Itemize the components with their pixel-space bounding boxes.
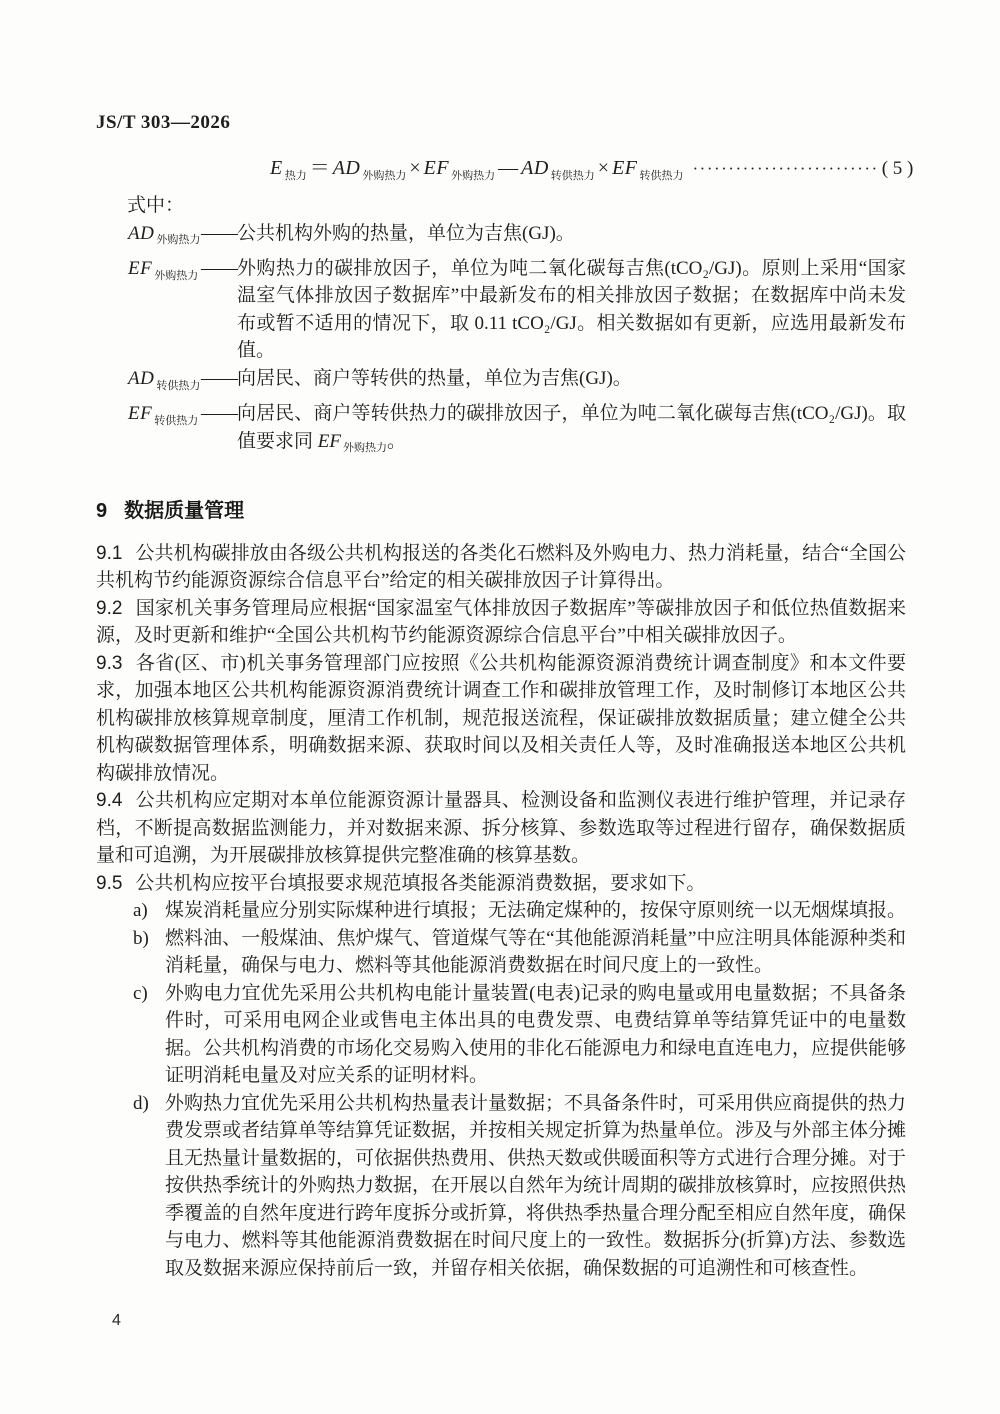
times-sign: × bbox=[409, 157, 421, 179]
list-label: a) bbox=[133, 900, 148, 922]
definition-item bbox=[128, 365, 906, 400]
symbol-definitions bbox=[96, 220, 906, 463]
clause-number: 9.3 bbox=[96, 652, 123, 674]
list-item-b bbox=[96, 925, 906, 980]
em-dash: —— bbox=[201, 403, 237, 425]
formula-term-2: EF $_{外购热力}$ bbox=[423, 157, 496, 182]
definition-item bbox=[128, 220, 906, 255]
formula-term-1: AD $_{外购热力}$ bbox=[332, 157, 407, 182]
list-label: b) bbox=[133, 927, 149, 949]
list-label: c) bbox=[133, 982, 148, 1004]
clause-text: 公共机构应定期对本单位能源资源计量器具、检测设备和监测仪表进行维护管理，并记录存档，不断提高数据监测能力，并对数据来源、拆分核算、参数选取等过程进行留存，确保数据质量和可追溯，为开展碳排放核算提供完整准确的核算基数。 bbox=[96, 790, 906, 867]
paragraph-9-5 bbox=[96, 870, 906, 898]
minus-sign: — bbox=[498, 157, 519, 179]
page-content bbox=[96, 112, 914, 1282]
em-dash: —— bbox=[201, 367, 237, 389]
section-9-heading bbox=[96, 494, 906, 523]
lettered-list bbox=[96, 897, 906, 1282]
list-text: 煤炭消耗量应分别实际煤种进行填报；无法确定煤种的，按保守原则统一以无烟煤填报。 bbox=[165, 900, 907, 922]
definition-item bbox=[128, 400, 906, 463]
list-text: 外购电力宜优先采用公共机构电能计量装置(电表)记录的购电量或用电量数据；不具备条件时，可采用电网企业或售电主体出具的电费发票、电费结算单等结算凭证中的电量数据。公共机构消费的市场化交易购入使用的非化石能源电力和绿电直连电力，应提供能够证明消耗电量及对应关系的证明材料。 bbox=[165, 982, 907, 1087]
doc-code-header: JS/T 303—2026 bbox=[96, 112, 231, 133]
em-dash: —— bbox=[201, 257, 237, 279]
list-item-c bbox=[96, 980, 906, 1090]
list-item-a bbox=[96, 897, 906, 925]
list-text: 外购热力宜优先采用公共机构热量表计量数据；不具备条件时，可采用供应商提供的热力费发票或者结算单等结算凭证数据，并按相关规定折算为热量单位。涉及与外部主体分摊且无热量计量数据的，可依据供热费用、供热天数或供暖面积等方式进行合理分摊。对于按供热季统计的外购热力数据，在开展以自然年为统计周期的碳排放核算时，应按照供热季覆盖的自然年度进行跨年度拆分或折算，将供热季热量合理分配至相应自然年度，确保与电力、燃料等其他能源消费数据在时间尺度上的一致性。数据拆分(折算)方法、参数选取及数据来源应保持前后一致，并留存相关依据，确保数据的可追溯性和可核查性。 bbox=[165, 1092, 907, 1279]
em-dash: —— bbox=[201, 222, 237, 244]
list-text: 燃料油、一般煤油、焦炉煤气、管道煤气等在“其他能源消耗量”中应注明具体能源种类和消耗量，确保与电力、燃料等其他能源消费数据在时间尺度上的一致性。 bbox=[165, 927, 906, 977]
times-sign: × bbox=[597, 157, 610, 179]
clause-number: 9.1 bbox=[96, 542, 123, 564]
definition-item bbox=[128, 255, 906, 365]
paragraph-9-1 bbox=[96, 540, 906, 595]
clause-text: 公共机构碳排放由各级公共机构报送的各类化石燃料及外购电力、热力消耗量，结合“全国公共机构节约能源资源综合信息平台”给定的相关碳排放因子计算得出。 bbox=[96, 542, 906, 592]
formula-lhs-sub: 热力 bbox=[284, 170, 307, 182]
clause-text: 国家机关事务管理局应根据“国家温室气体排放因子数据库”等碳排放因子和低位热值数据来源，及时更新和维护“全国公共机构节约能源资源综合信息平台”中相关碳排放因子。 bbox=[96, 597, 906, 647]
definition-text: 外购热力的碳排放因子，单位为吨二氧化碳每吉焦(tCO₂/GJ)。原则上采用“国家温室气体排放因子数据库”中最新发布的相关排放因子数据；在数据库中尚未发布或暂不适用的情况下，取 0.11 tCO₂/GJ。相关数据如有更新，应选用最新发布值。 bbox=[237, 257, 906, 362]
paragraph-9-3 bbox=[96, 650, 906, 788]
formula-term-3: AD $_{转供热力}$ bbox=[521, 157, 595, 182]
dot-leader: ·························· bbox=[692, 159, 879, 178]
formula-term-4: EF $_{转供热力}$ bbox=[612, 157, 684, 182]
list-label: d) bbox=[133, 1092, 149, 1114]
paragraph-9-2 bbox=[96, 595, 906, 650]
formula-5 bbox=[96, 151, 914, 183]
formula-lhs bbox=[270, 157, 307, 183]
definition-text: 向居民、商户等转供热力的碳排放因子，单位为吨二氧化碳每吉焦(tCO₂/GJ)。取值要求同 EF $_{外购热力}$。 bbox=[237, 403, 906, 455]
definition-text: 向居民、商户等转供的热量，单位为吉焦(GJ)。 bbox=[237, 367, 632, 389]
equals-sign: ＝ bbox=[309, 157, 330, 179]
where-label: 式中： bbox=[127, 195, 185, 216]
equation-number: ( 5 ) bbox=[881, 158, 914, 179]
definition-term: AD $_{转供热力}$ —— bbox=[128, 365, 237, 400]
page-number: 4 bbox=[112, 1312, 121, 1329]
definition-text: 公共机构外购的热量，单位为吉焦(GJ)。 bbox=[237, 222, 575, 244]
formula-lhs-base: E bbox=[270, 157, 283, 179]
clause-number: 9.5 bbox=[96, 872, 123, 894]
section-number: 9 bbox=[96, 499, 108, 522]
definition-term: EF $_{转供热力}$ —— bbox=[128, 400, 237, 463]
clause-text: 各省(区、市)机关事务管理部门应按照《公共机构能源资源消费统计调查制度》和本文件要求，加强本地区公共机构能源资源消费统计调查工作和碳排放管理工作，及时制修订本地区公共机构碳排放核算规章制度，厘清工作机制，规范报送流程，保证碳排放数据质量；建立健全公共机构碳数据管理体系，明确数据来源、获取时间以及相关责任人等，及时准确报送本地区公共机构碳排放情况。 bbox=[96, 652, 906, 784]
clause-number: 9.4 bbox=[96, 790, 123, 812]
paragraph-9-4 bbox=[96, 787, 906, 870]
section-title: 数据质量管理 bbox=[124, 499, 245, 522]
definition-term: AD $_{外购热力}$ —— bbox=[128, 220, 237, 255]
inline-symbol: EF $_{外购热力}$ bbox=[317, 430, 387, 455]
clause-number: 9.2 bbox=[96, 597, 123, 619]
list-item-d bbox=[96, 1090, 906, 1283]
clause-text: 公共机构应按平台填报要求规范填报各类能源消费数据，要求如下。 bbox=[135, 872, 706, 894]
definition-term: EF $_{外购热力}$ —— bbox=[128, 255, 237, 365]
